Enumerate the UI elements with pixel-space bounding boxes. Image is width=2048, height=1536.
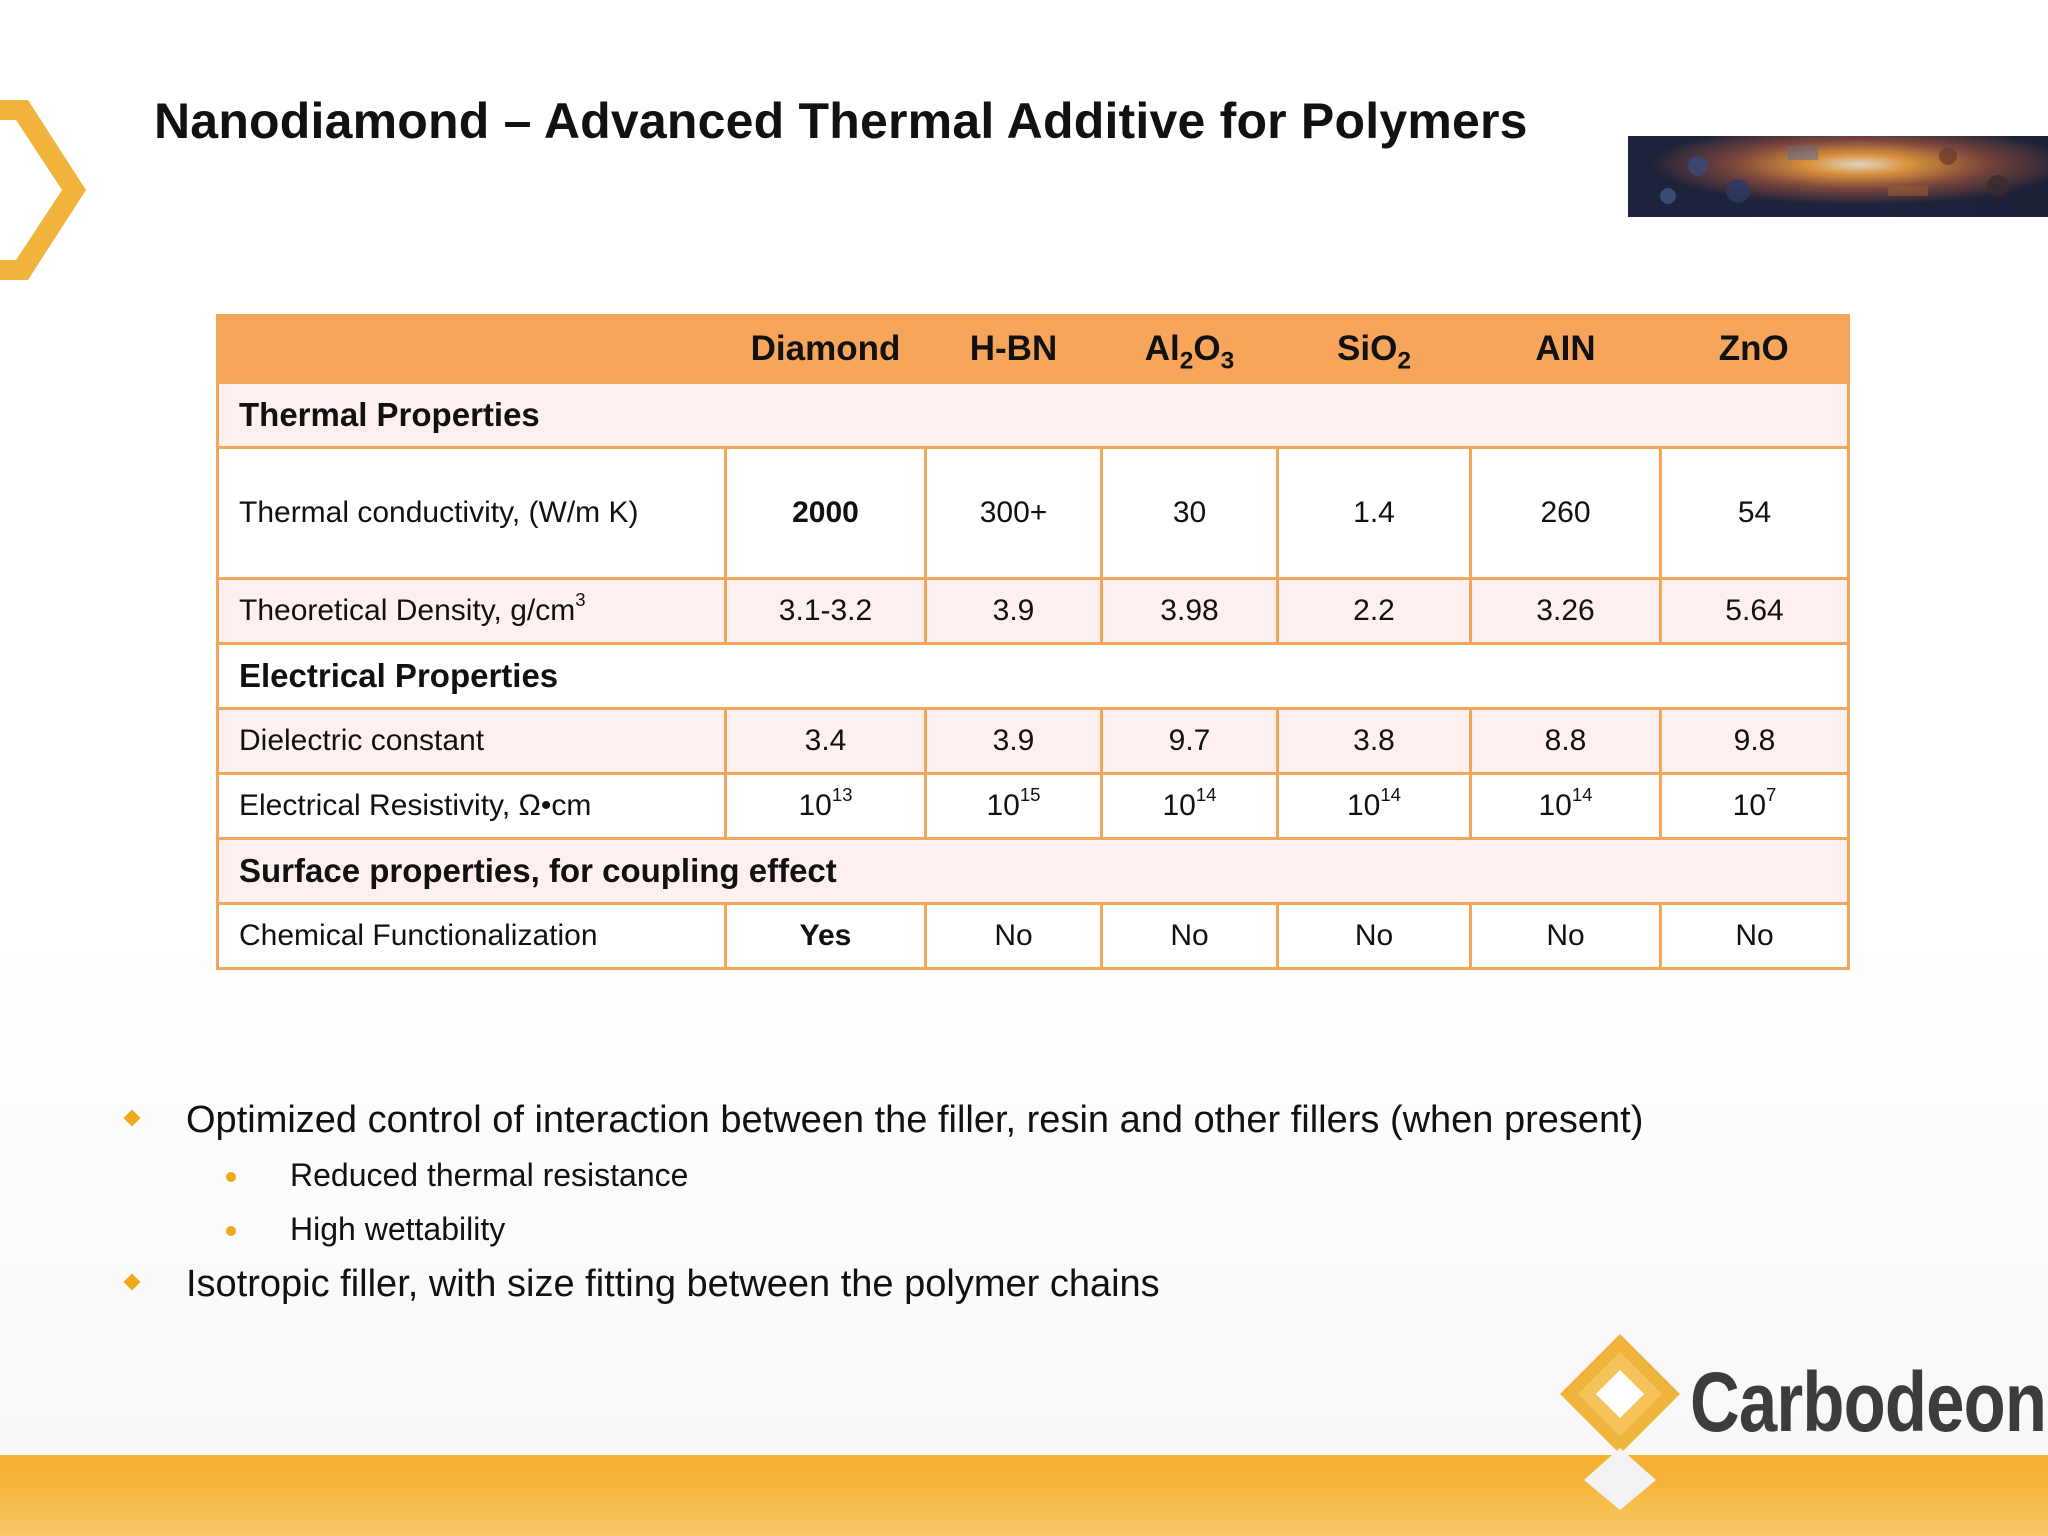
sub-bullet-item <box>120 1202 1920 1256</box>
cell-value: 5.64 <box>1661 579 1849 644</box>
sub-bullet-text: High wettability <box>290 1211 506 1247</box>
dot-bullet-icon <box>226 1226 236 1236</box>
section-label: Thermal Properties <box>218 383 1849 448</box>
cell-value: 3.4 <box>726 709 926 774</box>
bullet-item <box>120 1256 1920 1312</box>
cell-value: 300+ <box>926 448 1102 579</box>
cell-value: $10^{14}$ <box>1278 774 1471 839</box>
table-row <box>218 448 1849 579</box>
cell-value: 8.8 <box>1471 709 1661 774</box>
table-row <box>218 709 1849 774</box>
col-header-diamond: Diamond <box>726 316 926 383</box>
table-row <box>218 774 1849 839</box>
chevron-decoration-icon <box>0 100 90 280</box>
cell-value: $10^7$ <box>1661 774 1849 839</box>
cell-value: No <box>1471 904 1661 969</box>
row-label: Thermal conductivity, (W/m K) <box>218 448 726 579</box>
cell-value: 3.26 <box>1471 579 1661 644</box>
cell-value: 9.7 <box>1102 709 1278 774</box>
col-header-al2o3: $Al_2O_3$ <box>1102 316 1278 383</box>
row-label: Chemical Functionalization <box>218 904 726 969</box>
cell-value: 3.9 <box>926 709 1102 774</box>
row-label: Electrical Resistivity, Ω•cm <box>218 774 726 839</box>
col-header-sio2: SiO$_2$ <box>1278 316 1471 383</box>
section-row-thermal <box>218 383 1849 448</box>
cell-value: $10^{15}$ <box>926 774 1102 839</box>
col-header-hbn: H-BN <box>926 316 1102 383</box>
cell-value: 2.2 <box>1278 579 1471 644</box>
cell-value: 3.98 <box>1102 579 1278 644</box>
cell-value: 3.8 <box>1278 709 1471 774</box>
header-image <box>1628 136 2048 217</box>
cell-value: No <box>1278 904 1471 969</box>
bullet-text: Isotropic filler, with size fitting between the polymer chains <box>186 1263 1160 1305</box>
cell-value: No <box>926 904 1102 969</box>
cell-value: No <box>1102 904 1278 969</box>
cell-value: Yes <box>726 904 926 969</box>
row-label: Theoretical Density, $g/cm^3$ <box>218 579 726 644</box>
logo-wordmark: Carbodeon <box>1690 1355 2047 1449</box>
row-label: Dielectric constant <box>218 709 726 774</box>
cell-value: 30 <box>1102 448 1278 579</box>
carbodeon-logo-mark-icon <box>1556 1330 1696 1510</box>
section-label: Electrical Properties <box>218 644 1849 709</box>
cell-value: No <box>1661 904 1849 969</box>
cell-value: 9.8 <box>1661 709 1849 774</box>
cell-value: 3.9 <box>926 579 1102 644</box>
section-row-surface <box>218 839 1849 904</box>
diamond-bullet-icon <box>124 1110 141 1127</box>
sub-bullet-text: Reduced thermal resistance <box>290 1157 689 1193</box>
section-label: Surface properties, for coupling effect <box>218 839 1849 904</box>
bullet-text: Optimized control of interaction between the filler, resin and other fillers (when present) <box>186 1099 1644 1141</box>
diamond-bullet-icon <box>124 1274 141 1291</box>
page-title: Nanodiamond – Advanced Thermal Additive for Polymers <box>154 93 1528 149</box>
table-row <box>218 904 1849 969</box>
cell-value: $10^{14}$ <box>1102 774 1278 839</box>
header-empty-cell <box>218 316 726 383</box>
col-header-ain: AIN <box>1471 316 1661 383</box>
cell-value: 1.4 <box>1278 448 1471 579</box>
sub-bullet-item <box>120 1148 1920 1202</box>
bullet-list <box>120 1092 1920 1312</box>
bullet-item <box>120 1092 1920 1148</box>
cell-value: 2000 <box>726 448 926 579</box>
cell-value: $10^{14}$ <box>1471 774 1661 839</box>
col-header-zno: ZnO <box>1661 316 1849 383</box>
cell-value: 54 <box>1661 448 1849 579</box>
cell-value: $10^{13}$ <box>726 774 926 839</box>
properties-table <box>216 314 1850 970</box>
carbodeon-logo <box>1556 1330 2047 1510</box>
dot-bullet-icon <box>226 1172 236 1182</box>
table-header-row <box>218 316 1849 383</box>
cell-value: 3.1-3.2 <box>726 579 926 644</box>
cell-value: 260 <box>1471 448 1661 579</box>
section-row-electrical <box>218 644 1849 709</box>
table-row <box>218 579 1849 644</box>
